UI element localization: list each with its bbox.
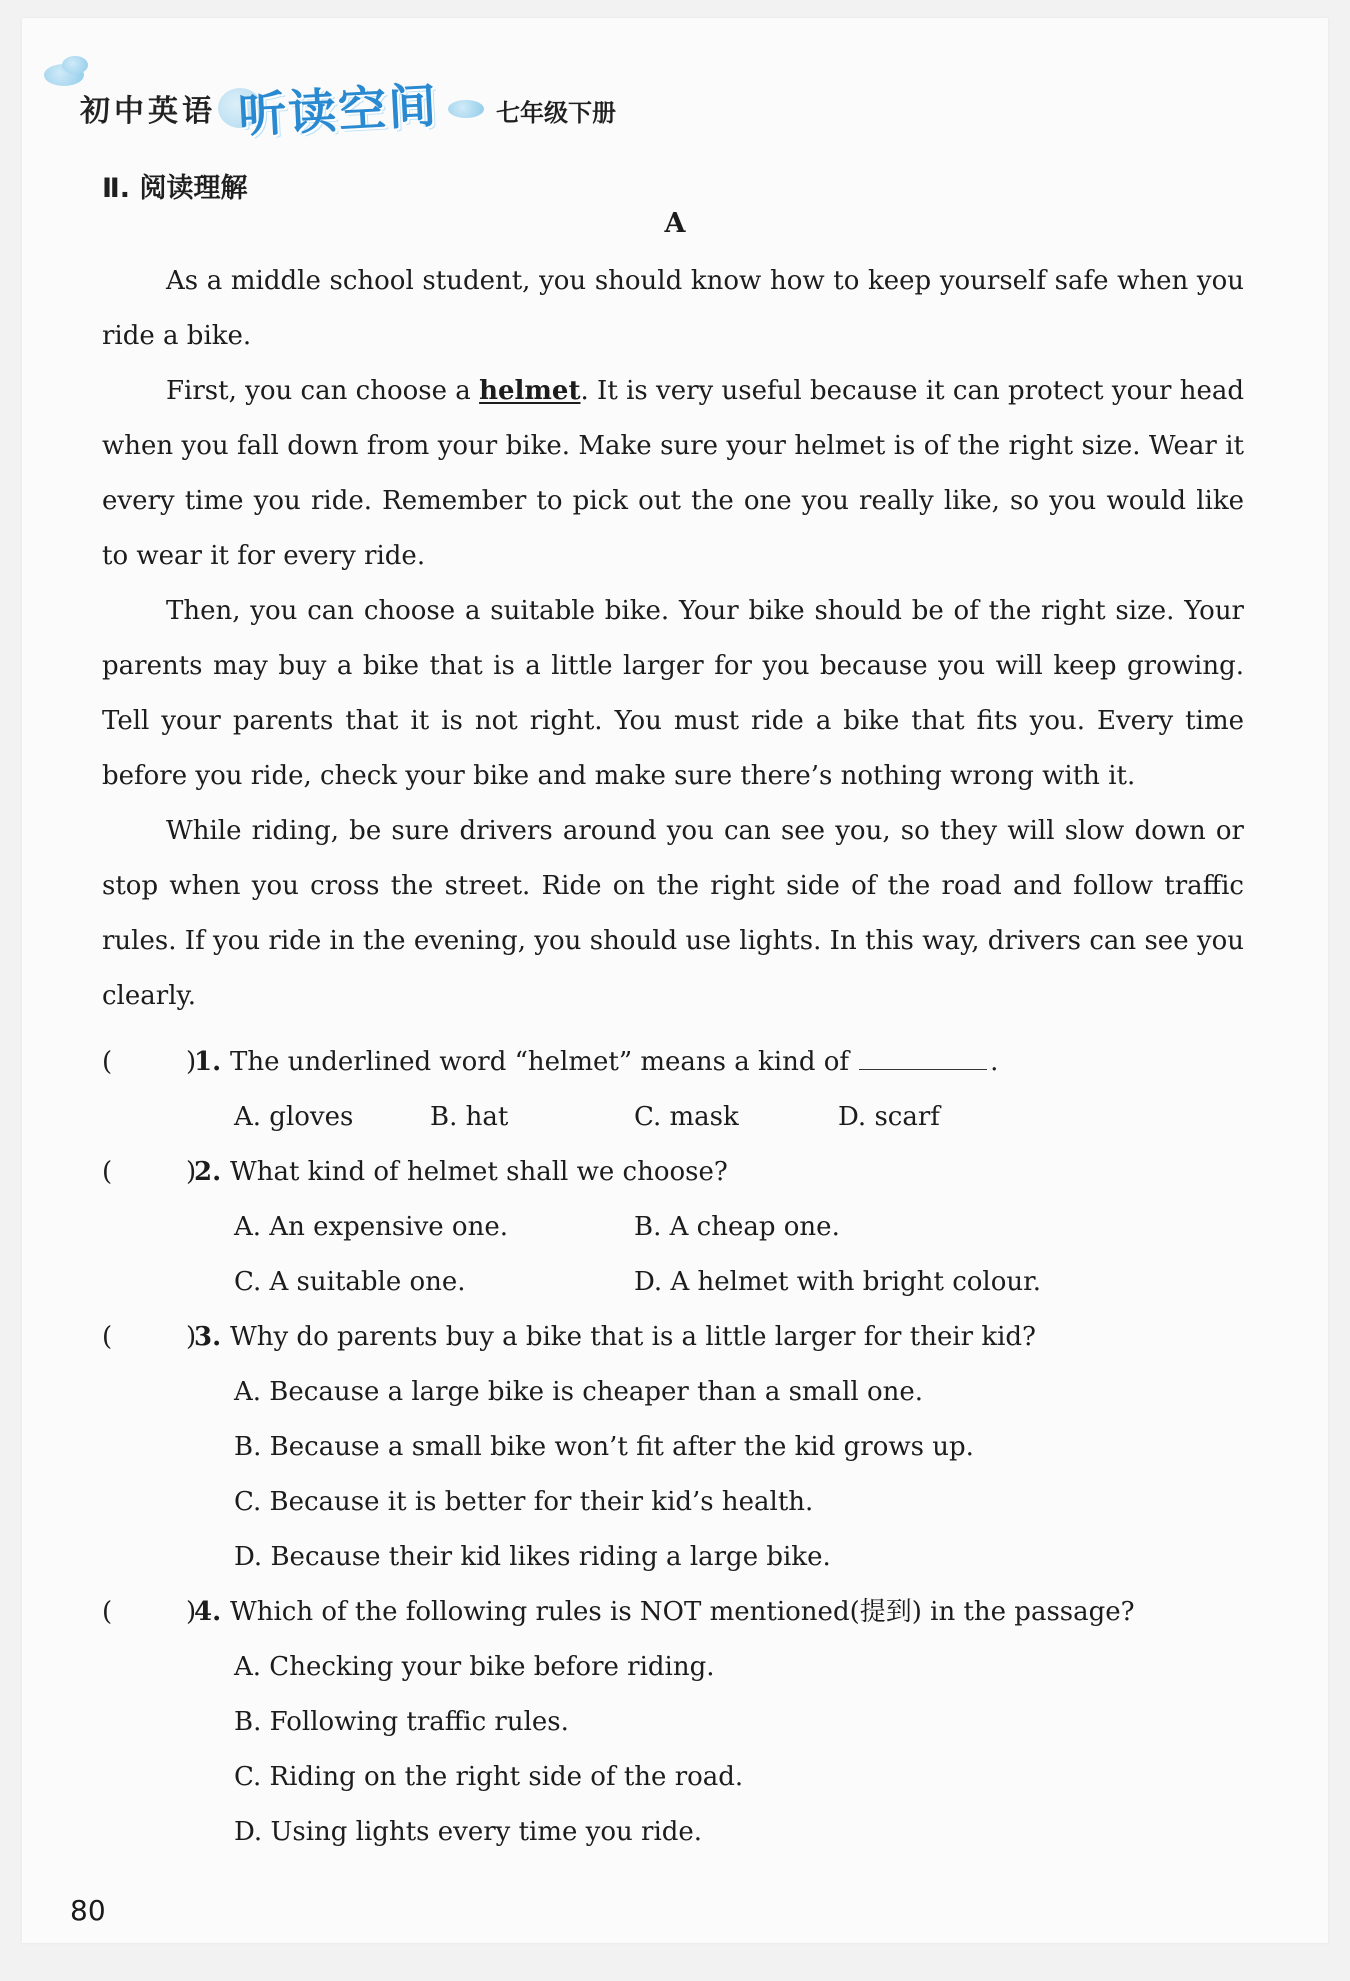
bracket-close: ): [186, 1322, 197, 1352]
answer-blank[interactable]: [859, 1045, 987, 1070]
option-b[interactable]: B. hat: [430, 1102, 509, 1132]
question-4: [102, 1585, 1292, 1640]
answer-bracket[interactable]: [102, 1585, 197, 1640]
options-row: [102, 1090, 1292, 1145]
bracket-close: ): [186, 1597, 197, 1627]
cloud-decoration: [448, 100, 484, 118]
question-text: [230, 1035, 998, 1090]
passage-paragraph: While riding, be sure drivers around you can see you, so they will slow down or stop when you cross the street. Ride on the right side of the road and follow traffic rules. If you ride in the evening, you should use lights. In this way, drivers can see you clearly.: [102, 816, 1244, 1011]
options-row: [102, 1475, 1292, 1530]
question-number: 2.: [194, 1157, 222, 1187]
bracket-close: ): [186, 1047, 197, 1077]
grade-label: 七年级下册: [496, 99, 616, 127]
option-a[interactable]: A. Checking your bike before riding.: [234, 1652, 715, 1682]
question-end-punctuation: .: [990, 1047, 999, 1077]
bracket-open: (: [102, 1157, 113, 1187]
section-heading: Ⅱ. 阅读理解: [102, 173, 248, 204]
option-d[interactable]: D. Using lights every time you ride.: [234, 1817, 703, 1847]
option-d[interactable]: D. scarf: [838, 1102, 940, 1132]
options-row: [102, 1695, 1292, 1750]
option-b[interactable]: B. Because a small bike won’t fit after the kid grows up.: [234, 1432, 974, 1462]
options-row: [102, 1750, 1292, 1805]
option-a[interactable]: A. Because a large bike is cheaper than a small one.: [234, 1377, 924, 1407]
options-row: [102, 1365, 1292, 1420]
workbook-page: [22, 18, 1328, 1943]
option-c[interactable]: C. A suitable one.: [234, 1267, 466, 1297]
series-title: 初中英语: [80, 94, 216, 129]
options-row: [102, 1530, 1292, 1585]
bracket-close: ): [186, 1157, 197, 1187]
bracket-open: (: [102, 1322, 113, 1352]
page-header: [50, 52, 750, 162]
option-d[interactable]: D. Because their kid likes riding a large bike.: [234, 1542, 831, 1572]
options-row: [102, 1640, 1292, 1695]
option-b[interactable]: B. Following traffic rules.: [234, 1707, 569, 1737]
question-text: Which of the following rules is NOT mentioned(提到) in the passage?: [230, 1597, 1135, 1627]
paragraph-text: . It is very useful because it can protect your head when you fall down from your bike. Make sure your helmet is of the right size. Wear it every time you ride. Remember to pick out the one you really like, so you would like to wear it for every ride.: [102, 376, 1244, 571]
question-1: [102, 1035, 1292, 1090]
cloud-decoration: [62, 56, 88, 74]
question-2: [102, 1145, 1292, 1200]
option-b[interactable]: B. A cheap one.: [634, 1212, 840, 1242]
option-c[interactable]: C. Riding on the right side of the road.: [234, 1762, 744, 1792]
options-row: [102, 1255, 1292, 1310]
option-a[interactable]: A. An expensive one.: [234, 1212, 508, 1242]
option-c[interactable]: C. mask: [634, 1102, 739, 1132]
question-text: Why do parents buy a bike that is a little larger for their kid?: [230, 1322, 1036, 1352]
question-number: 1.: [194, 1047, 222, 1077]
option-c[interactable]: C. Because it is better for their kid’s health.: [234, 1487, 814, 1517]
bracket-open: (: [102, 1047, 113, 1077]
option-a[interactable]: A. gloves: [234, 1102, 354, 1132]
answer-bracket[interactable]: [102, 1145, 197, 1200]
page-number: 80: [70, 1894, 106, 1927]
brand-logo-text: 听读空间: [236, 77, 440, 145]
passage-label: A: [664, 208, 686, 239]
question-number: 3.: [194, 1322, 222, 1352]
answer-bracket[interactable]: [102, 1310, 197, 1365]
underlined-word: helmet: [479, 376, 581, 406]
passage-paragraph: [102, 364, 1244, 584]
passage-paragraph: Then, you can choose a suitable bike. Your bike should be of the right size. Your parents may buy a bike that is a little larger for you because you will keep growing. Tell your parents that it is not right. You must ride a bike that fits you. Every time before you ride, check your bike and make sure there’s nothing wrong with it.: [102, 596, 1244, 791]
reading-passage: [102, 254, 1244, 1024]
questions-section: [102, 1035, 1292, 1860]
passage-paragraph: As a middle school student, you should know how to keep yourself safe when you ride a bike.: [102, 266, 1244, 351]
question-stem: The underlined word “helmet” means a kind of: [230, 1047, 850, 1077]
paragraph-text: First, you can choose a: [166, 376, 480, 406]
options-row: [102, 1805, 1292, 1860]
option-d[interactable]: D. A helmet with bright colour.: [634, 1267, 1041, 1297]
options-row: [102, 1200, 1292, 1255]
question-3: [102, 1310, 1292, 1365]
question-text: What kind of helmet shall we choose?: [230, 1157, 728, 1187]
options-row: [102, 1420, 1292, 1475]
bracket-open: (: [102, 1597, 113, 1627]
answer-bracket[interactable]: [102, 1035, 197, 1090]
question-number: 4.: [194, 1597, 222, 1627]
